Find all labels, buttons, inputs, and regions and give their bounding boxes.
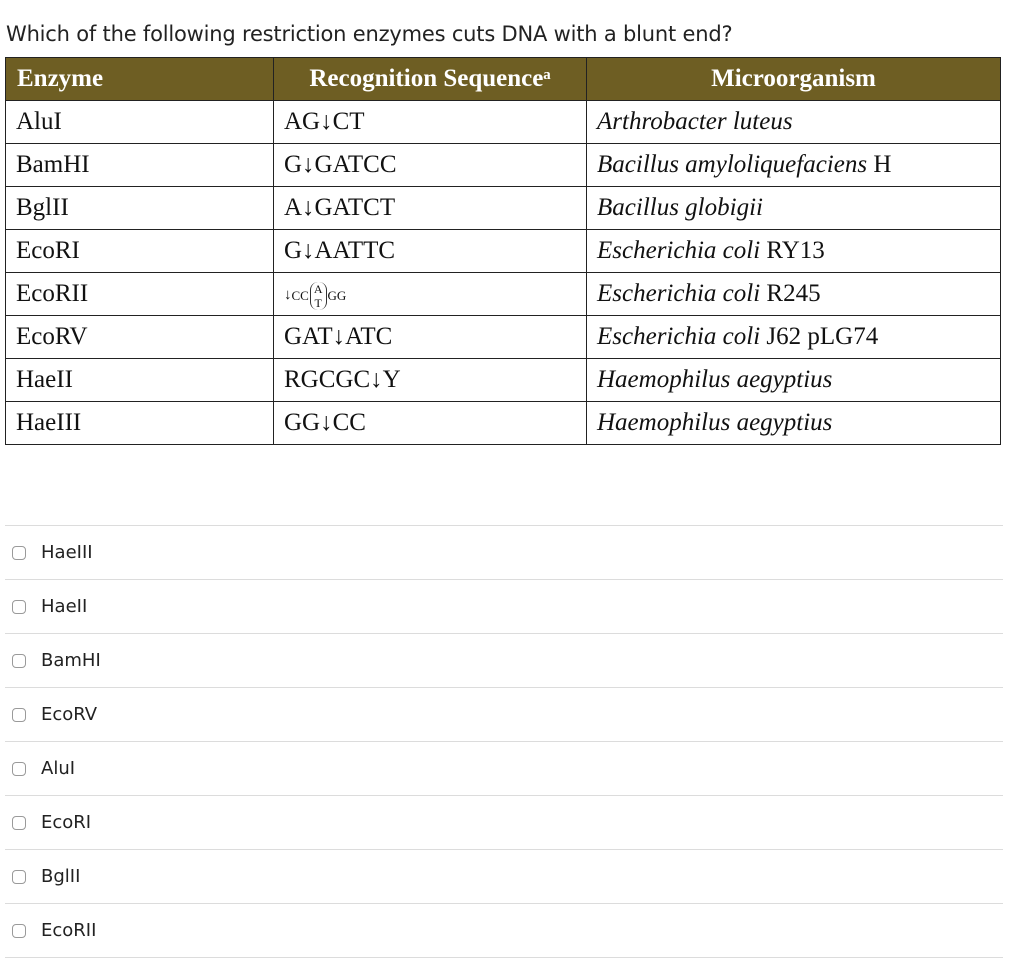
enzyme-cell: EcoRI [6, 230, 274, 273]
organism-name: Bacillus globigii [597, 194, 763, 221]
checkbox[interactable] [12, 870, 26, 884]
enzyme-cell: BamHI [6, 144, 274, 187]
table-row [6, 316, 1001, 359]
table-header-row [6, 58, 1001, 101]
option-haeiii[interactable] [5, 525, 1003, 579]
checkbox[interactable] [12, 816, 26, 830]
option-label: AluI [41, 758, 76, 779]
option-label: BamHI [41, 650, 101, 671]
checkbox[interactable] [12, 654, 26, 668]
enzyme-cell: BglII [6, 187, 274, 230]
header-microorganism: Microorganism [587, 58, 1001, 101]
table-row [6, 101, 1001, 144]
ecorii-sequence [284, 282, 346, 310]
enzyme-cell: EcoRV [6, 316, 274, 359]
degenerate-base [310, 282, 327, 310]
organism-cell [587, 230, 1001, 273]
option-label: EcoRI [41, 812, 92, 833]
organism-strain: R245 [766, 280, 821, 307]
organism-strain: H [873, 151, 892, 178]
down-arrow-icon: ↓ [284, 287, 292, 304]
seq-prefix: CC [291, 287, 309, 303]
organism-cell [587, 144, 1001, 187]
option-label: EcoRV [41, 704, 98, 725]
option-label: HaeIII [41, 542, 93, 563]
organism-name: Bacillus amyloliquefaciens [597, 151, 868, 178]
question-text: Which of the following restriction enzymes cuts DNA with a blunt end? [6, 22, 733, 46]
organism-strain: J62 pLG74 [766, 323, 879, 350]
organism-cell [587, 101, 1001, 144]
organism-cell [587, 273, 1001, 316]
organism-name: Escherichia coli [597, 280, 761, 307]
option-ecorii[interactable] [5, 903, 1003, 958]
option-haeii[interactable] [5, 579, 1003, 633]
organism-cell [587, 359, 1001, 402]
table-row [6, 230, 1001, 273]
table-row [6, 273, 1001, 316]
organism-name: Haemophilus aegyptius [597, 409, 833, 436]
organism-cell [587, 187, 1001, 230]
seq-suffix: GG [327, 287, 347, 303]
checkbox[interactable] [12, 762, 26, 776]
degenerate-base-top: A [313, 281, 323, 296]
organism-name: Arthrobacter luteus [597, 108, 793, 135]
checkbox[interactable] [12, 546, 26, 560]
table-row [6, 187, 1001, 230]
checkbox[interactable] [12, 924, 26, 938]
organism-name: Escherichia coli [597, 323, 761, 350]
enzyme-cell: HaeII [6, 359, 274, 402]
answer-options [5, 525, 1003, 958]
sequence-cell: G↓AATTC [274, 230, 587, 273]
header-enzyme: Enzyme [6, 58, 274, 101]
option-alui[interactable] [5, 741, 1003, 795]
header-recognition-sequence: Recognition Sequenceᵃ [274, 58, 587, 101]
enzyme-cell: AluI [6, 101, 274, 144]
organism-cell [587, 402, 1001, 445]
table-row [6, 144, 1001, 187]
option-bamhi[interactable] [5, 633, 1003, 687]
sequence-cell: GAT↓ATC [274, 316, 587, 359]
enzyme-cell: EcoRII [6, 273, 274, 316]
organism-cell [587, 316, 1001, 359]
sequence-cell: AG↓CT [274, 101, 587, 144]
sequence-cell [274, 273, 587, 316]
option-label: HaeII [41, 596, 88, 617]
option-label: BglII [41, 866, 81, 887]
table-row [6, 359, 1001, 402]
organism-strain: RY13 [766, 237, 825, 264]
sequence-cell: A↓GATCT [274, 187, 587, 230]
option-bglii[interactable] [5, 849, 1003, 903]
sequence-cell: G↓GATCC [274, 144, 587, 187]
degenerate-base-bottom: T [314, 295, 322, 310]
sequence-cell: RGCGC↓Y [274, 359, 587, 402]
option-label: EcoRII [41, 920, 97, 941]
organism-name: Haemophilus aegyptius [597, 366, 833, 393]
enzyme-cell: HaeIII [6, 402, 274, 445]
checkbox[interactable] [12, 708, 26, 722]
option-ecorv[interactable] [5, 687, 1003, 741]
organism-name: Escherichia coli [597, 237, 761, 264]
enzyme-table [5, 57, 1001, 445]
checkbox[interactable] [12, 600, 26, 614]
sequence-cell: GG↓CC [274, 402, 587, 445]
option-ecori[interactable] [5, 795, 1003, 849]
table-row [6, 402, 1001, 445]
